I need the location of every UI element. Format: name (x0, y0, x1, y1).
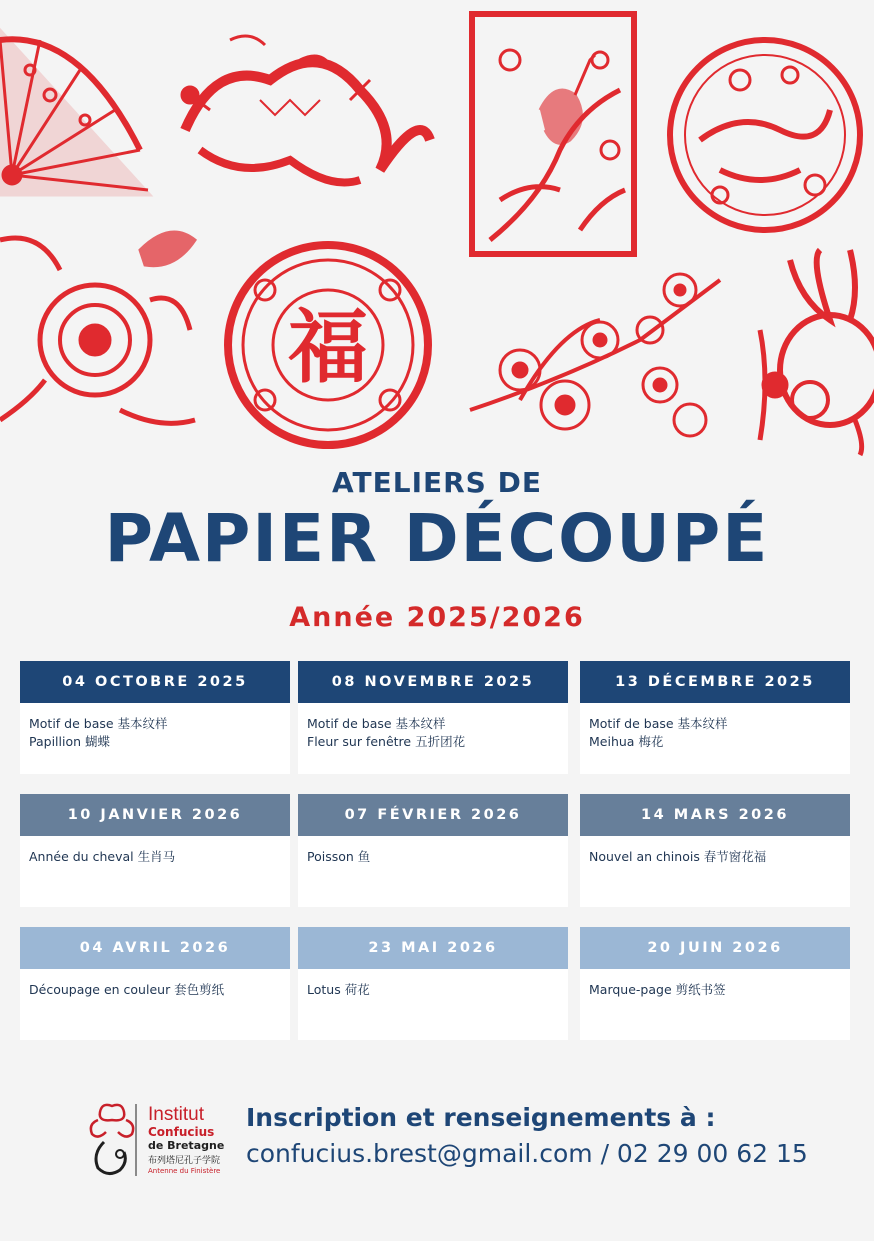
workshop-line: Papillion 蝴蝶 (29, 734, 111, 749)
peony-butterfly-icon (0, 232, 195, 423)
workshop-line: Année du cheval 生肖马 (29, 849, 176, 864)
fu-character: 福 (288, 301, 368, 394)
workshop-card (298, 661, 568, 774)
workshop-date: 20 JUIN 2026 (580, 927, 850, 969)
logo-line5: Antenne du Finistère (148, 1167, 221, 1175)
workshop-card (580, 661, 850, 774)
logo-line2: Confucius (148, 1125, 215, 1139)
workshop-line: Lotus 荷花 (307, 982, 370, 997)
dragon-icon (182, 36, 430, 183)
year-label: Année 2025/2026 (289, 602, 585, 633)
contact-info[interactable]: confucius.brest@gmail.com / 02 29 00 62 15 (246, 1139, 808, 1168)
inscription-label: Inscription et renseignements à : (246, 1103, 716, 1132)
workshop-line: Motif de base 基本纹样 (307, 716, 446, 731)
logo-line4: 布列塔尼孔子学院 (148, 1156, 221, 1166)
workshop-date: 13 DÉCEMBRE 2025 (580, 661, 850, 703)
workshop-card (580, 794, 850, 907)
workshop-line: Découpage en couleur 套色剪纸 (29, 982, 225, 997)
workshop-line: Nouvel an chinois 春节窗花福 (589, 849, 767, 864)
workshop-line: Motif de base 基本纹样 (589, 716, 728, 731)
workshop-card (20, 927, 290, 1040)
rabbit-icon (760, 250, 874, 455)
workshop-date: 23 MAI 2026 (298, 927, 568, 969)
workshop-date: 04 OCTOBRE 2025 (20, 661, 290, 703)
workshop-card (580, 927, 850, 1040)
crane-icon (472, 14, 634, 254)
logo-line3: de Bretagne (148, 1139, 225, 1152)
phoenix-medallion-icon (670, 40, 860, 230)
flower-spray-icon (470, 274, 720, 436)
knot-logo-icon (84, 1098, 140, 1180)
workshop-date: 07 FÉVRIER 2026 (298, 794, 568, 836)
workshop-date: 14 MARS 2026 (580, 794, 850, 836)
workshop-line: Fleur sur fenêtre 五折团花 (307, 734, 466, 749)
workshop-card (298, 794, 568, 907)
paper-cut-illustrations (0, 0, 874, 460)
workshop-card (20, 661, 290, 774)
fan-icon (0, 30, 150, 195)
workshop-line: Motif de base 基本纹样 (29, 716, 168, 731)
logo-line1: Institut (148, 1104, 204, 1125)
title-small: ATELIERS DE (332, 466, 542, 499)
page-title: PAPIER DÉCOUPÉ (104, 500, 770, 577)
workshop-date: 08 NOVEMBRE 2025 (298, 661, 568, 703)
institut-confucius-logo (84, 1098, 234, 1180)
workshop-line: Meihua 梅花 (589, 734, 664, 749)
workshop-line: Marque-page 剪纸书签 (589, 982, 726, 997)
workshop-card (20, 794, 290, 907)
workshop-card (298, 927, 568, 1040)
workshop-line: Poisson 鱼 (307, 849, 371, 864)
workshop-date: 04 AVRIL 2026 (20, 927, 290, 969)
workshop-date: 10 JANVIER 2026 (20, 794, 290, 836)
